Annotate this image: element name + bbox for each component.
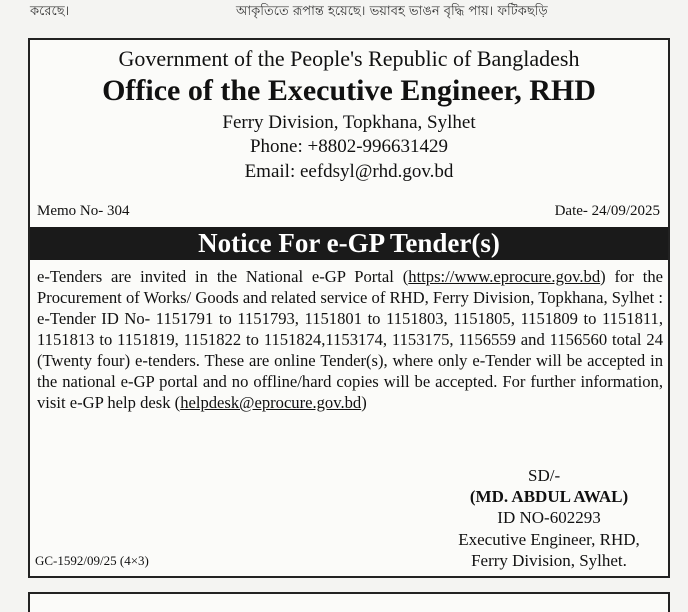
notice-body [37, 266, 663, 413]
top-strip-left-text: করেছে। [30, 4, 70, 19]
office-address: Ferry Division, Topkhana, Sylhet [222, 112, 476, 133]
portal-link[interactable]: https://www.eprocure.gov.bd [408, 267, 601, 286]
notice-date: Date- 24/09/2025 [554, 203, 660, 219]
signatory-name: (MD. ABDUL AWAL) [469, 487, 629, 506]
helpdesk-link[interactable]: helpdesk@eprocure.gov.bd [180, 393, 362, 412]
signature-sd: SD/- [528, 466, 561, 485]
gc-reference: GC-1592/09/25 (4×3) [35, 553, 149, 568]
top-strip-right-text: আকৃতিতে রূপান্ত হয়েছে। ভয়াবহ ভাঙন বৃদ্ধি পায়। ফটিকছড়ি [236, 4, 548, 19]
office-heading: Office of the Executive Engineer, RHD [102, 74, 596, 107]
signatory-designation: Executive Engineer, RHD, [458, 530, 640, 549]
signatory-id: ID NO-602293 [497, 508, 601, 527]
office-phone: Phone: +8802-996631429 [249, 136, 449, 157]
tender-notice [28, 38, 670, 578]
body-end: ) [361, 393, 367, 412]
memo-number: Memo No- 304 [37, 203, 130, 219]
government-heading: Government of the People's Republic of Bangladesh [118, 46, 580, 71]
notice-title: Notice For e-GP Tender(s) [30, 227, 668, 260]
office-email: Email: eefdsyl@rhd.gov.bd [244, 161, 454, 182]
signatory-division: Ferry Division, Sylhet. [471, 551, 627, 570]
newspaper-top-strip [0, 0, 688, 24]
body-middle: ) for the Procurement of Works/ Goods and related service of RHD, Ferry Division, Topkhana, Sylhet : e-Tender ID No- 1151791 to 1151793, 1151801 to 1151803, 1151805, 1151809 to 1151811, 1151813 to 1151819, 1151822 to 1151824,1153174, 1153175, 1156559 and 1156560 total 24 (Twenty four) e-tenders. These are online Tender(s), where only e-Tender will be accepted in the national e-GP portal and no offline/hard copies will be accepted. For further information, visit e-GP help desk ( [37, 267, 663, 412]
next-advertisement-border [28, 592, 670, 612]
notice-paragraph [37, 266, 663, 413]
body-intro: e-Tenders are invited in the National e-GP Portal ( [37, 267, 409, 286]
